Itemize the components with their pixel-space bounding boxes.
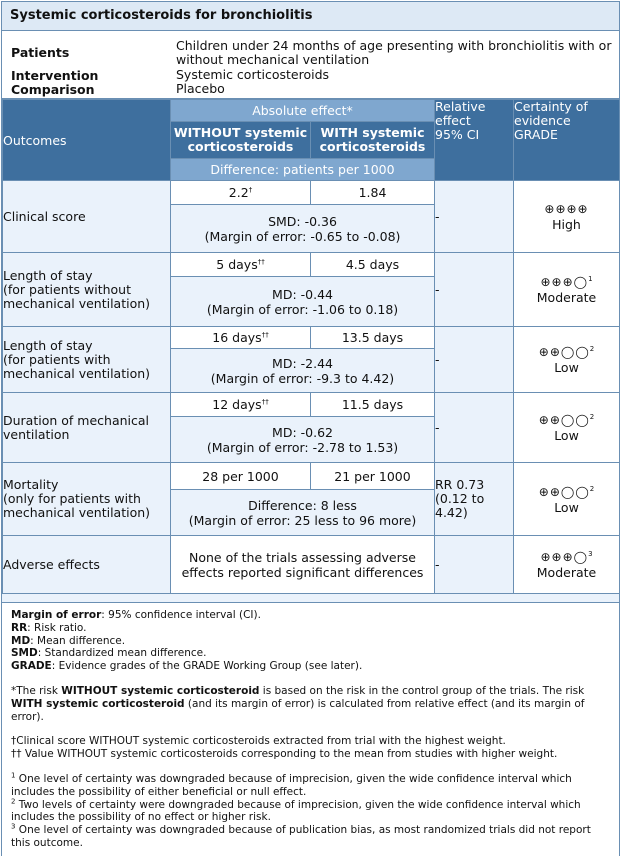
grade-symbols: ⊕⊕◯◯ (538, 413, 590, 427)
effect-estimate: SMD: -0.36 (Margin of error: -0.65 to -0.08) (171, 205, 435, 253)
intervention-value: Systemic corticosteroids (176, 67, 330, 82)
certainty-grade: ⊕⊕◯◯$^2$ Low (514, 393, 620, 463)
value-without: 12 days†† (171, 393, 311, 417)
effect-estimate: Difference: 8 less (Margin of error: 25 less to 96 more) (171, 490, 435, 536)
value-without: 5 days†† (171, 253, 311, 277)
grade-symbols: ⊕⊕⊕◯ (540, 275, 589, 289)
dagger-note: †Clinical score WITHOUT systemic corticosteroids extracted from trial with the highest weight. (11, 735, 506, 748)
definition-md: MD: Mean difference. (11, 634, 126, 647)
value-without: 16 days†† (171, 327, 311, 349)
outcome-name: Adverse effects (3, 536, 171, 594)
table-row (3, 327, 620, 349)
value-with: 21 per 1000 (311, 463, 435, 490)
outcome-name: Duration of mechanical ventilation (3, 393, 171, 463)
certainty-grade: ⊕⊕◯◯$^2$ Low (514, 463, 620, 536)
table-row (3, 181, 620, 205)
summary-of-findings-card (1, 1, 620, 856)
effect-estimate: MD: -0.62 (Margin of error: -2.78 to 1.53) (171, 417, 435, 463)
table-row (3, 463, 620, 490)
value-without: 2.2† (171, 181, 311, 205)
header-without: WITHOUT systemic corticosteroids (171, 122, 311, 159)
header-absolute-effect: Absolute effect* (171, 100, 435, 122)
footnote-3: $^3$ One level of certainty was downgraded because of publication bias, as most randomized trials did not report this outcome. (11, 822, 591, 849)
certainty-grade: ⊕⊕◯◯$^2$ Low (514, 327, 620, 393)
header-certainty: Certainty of evidence GRADE (514, 100, 620, 181)
outcome-name: Mortality (only for patients with mechanical ventilation) (3, 463, 171, 536)
double-dagger-note: †† Value WITHOUT systemic corticosteroids corresponding to the mean from studies with higher weight. (11, 748, 558, 761)
grade-symbols: ⊕⊕◯◯ (538, 484, 590, 499)
relative-effect: RR 0.73 (0.12 to 4.42) (435, 463, 514, 536)
outcome-name: Length of stay (for patients with mechanical ventilation) (3, 327, 171, 393)
footnote-2: $^2$ Two levels of certainty were downgraded because of imprecision, given the wide confidence interval which includes the possibility of no effect or higher risk. (11, 797, 581, 824)
effect-estimate: None of the trials assessing adverse effects reported significant differences (171, 536, 435, 594)
footnotes (2, 602, 619, 856)
outcome-name: Clinical score (3, 181, 171, 253)
header-outcomes: Outcomes (3, 100, 171, 181)
definition-grade: GRADE: Evidence grades of the GRADE Working Group (see later). (11, 660, 363, 673)
effect-estimate: MD: -0.44 (Margin of error: -1.06 to 0.18) (171, 277, 435, 327)
relative-effect: - (435, 536, 514, 594)
outcome-name: Length of stay (for patients without mechanical ventilation) (3, 253, 171, 327)
value-with: 13.5 days (311, 327, 435, 349)
grade-symbols: ⊕⊕⊕◯ (540, 550, 589, 564)
table-row (3, 393, 620, 417)
certainty-grade: ⊕⊕⊕◯$^3$ Moderate (514, 536, 620, 594)
patients-value (176, 39, 611, 67)
grade-symbols: ⊕⊕⊕⊕ (544, 202, 589, 216)
header-difference: Difference: patients per 1000 (171, 159, 435, 181)
header-relative-effect: Relative effect 95% CI (435, 100, 514, 181)
intervention-label: Intervention (11, 68, 99, 83)
footnote-1: $^1$ One level of certainty was downgraded because of imprecision, given the wide confidence interval which includes the possibility of either beneficial or null effect. (11, 771, 572, 798)
comparison-value: Placebo (176, 81, 225, 96)
relative-effect: - (435, 327, 514, 393)
page-title: Systemic corticosteroids for bronchiolitis (2, 2, 619, 31)
relative-effect: - (435, 253, 514, 327)
definition-smd: SMD: Standardized mean difference. (11, 647, 207, 660)
pico-section (2, 31, 619, 99)
table-row (3, 536, 620, 594)
patients-line-2: without mechanical ventilation (176, 52, 370, 67)
value-with: 4.5 days (311, 253, 435, 277)
grade-symbols: ⊕⊕◯◯ (538, 345, 590, 359)
comparison-label: Comparison (11, 82, 95, 97)
table-row (3, 253, 620, 277)
value-with: 11.5 days (311, 393, 435, 417)
definition-rr: RR: Risk ratio. (11, 621, 87, 634)
findings-table (2, 99, 620, 594)
certainty-grade: ⊕⊕⊕◯$^1$ Moderate (514, 253, 620, 327)
risk-note: *The risk WITHOUT systemic corticosteroid is based on the risk in the control group of the trials. The risk WITH systemic corticosteroid (and its margin of error) is calculated from relative effect (and its margin of error). (11, 684, 585, 723)
relative-effect: - (435, 181, 514, 253)
patients-label: Patients (11, 45, 70, 60)
value-without: 28 per 1000 (171, 463, 311, 490)
effect-estimate: MD: -2.44 (Margin of error: -9.3 to 4.42) (171, 349, 435, 393)
header-with: WITH systemic corticosteroids (311, 122, 435, 159)
patients-line-1: Children under 24 months of age presenting with bronchiolitis with or (176, 38, 612, 53)
definition-margin-of-error: Margin of error: 95% confidence interval (CI). (11, 609, 261, 621)
certainty-grade: ⊕⊕⊕⊕ High (514, 181, 620, 253)
value-with: 1.84 (311, 181, 435, 205)
relative-effect: - (435, 393, 514, 463)
